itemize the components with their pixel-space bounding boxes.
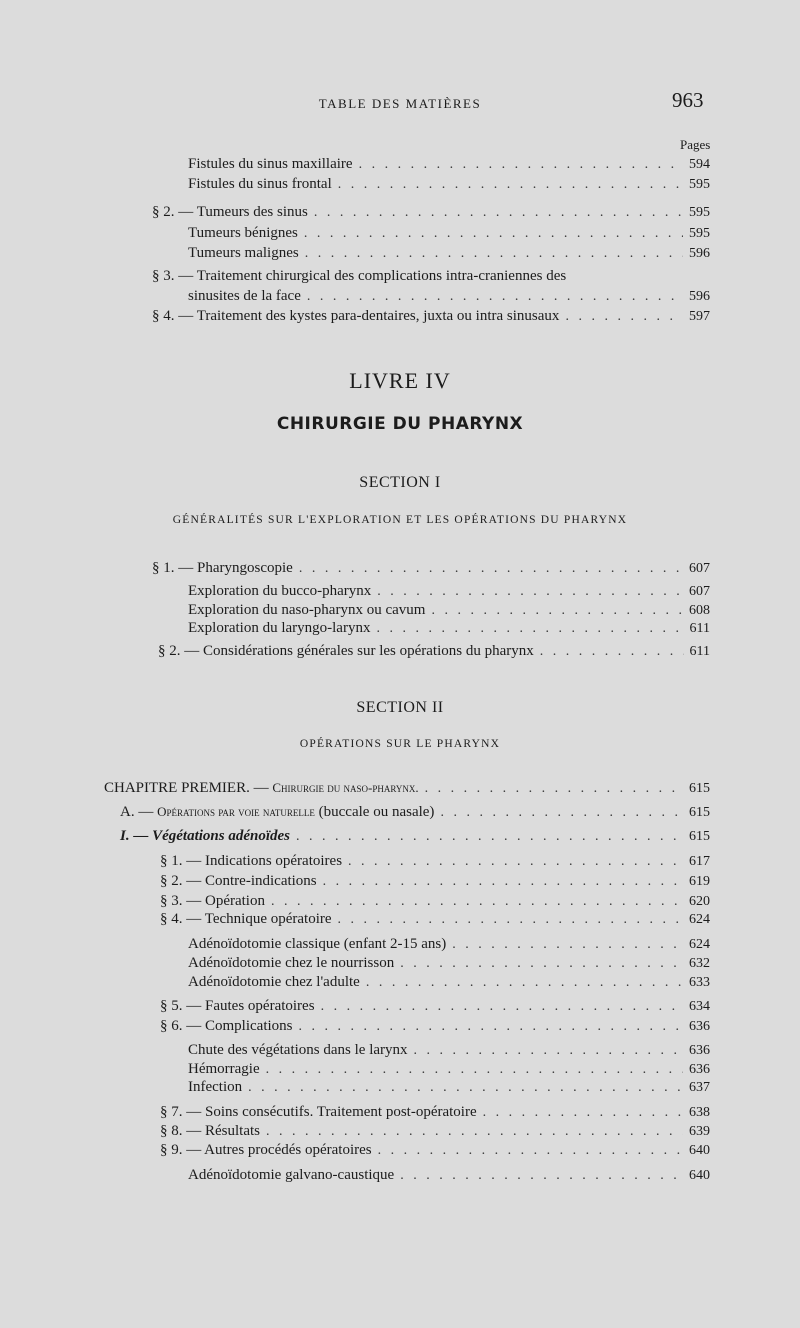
toc-entry-text: § 3. — Traitement chirurgical des complications intra-craniennes des: [152, 268, 567, 284]
toc-entry-text: Tumeurs bénignes: [188, 225, 298, 241]
leader-dots: [338, 175, 683, 194]
book-part-title: CHIRURGIE DU PHARYNX: [276, 414, 524, 434]
toc-entry-text: § 1. — Pharyngoscopie: [152, 560, 293, 576]
toc-entry-text: Adénoïdotomie classique (enfant 2-15 ans): [188, 936, 447, 952]
toc-entry-text: § 6. — Complications: [160, 1018, 293, 1034]
leader-dots: [323, 872, 683, 891]
toc-entry: [160, 1103, 710, 1122]
section-subtitle: OPÉRATIONS SUR LE PHARYNX: [299, 738, 501, 750]
toc-entry-page: 595: [689, 205, 710, 220]
part-entry-text: [120, 802, 434, 822]
toc-entry-text: Tumeurs malignes: [188, 245, 299, 261]
toc-entry-text: § 7. — Soins consécutifs. Traitement post-opératoire: [160, 1104, 477, 1120]
part-label: A. —: [120, 804, 154, 820]
toc-entry: [188, 1166, 710, 1185]
toc-entry-text: § 3. — Opération: [160, 893, 265, 909]
toc-entry-text: § 2. — Considérations générales sur les opérations du pharynx: [158, 643, 534, 659]
toc-entry-page: 639: [689, 1124, 710, 1139]
toc-entry: [160, 1017, 710, 1036]
toc-entry-page: 637: [689, 1080, 710, 1095]
leader-dots: [338, 910, 683, 929]
leader-dots: [400, 1166, 683, 1185]
toc-entry: [188, 287, 710, 306]
section-heading: SECTION I: [359, 474, 441, 491]
toc-entry-text: § 1. — Indications opératoires: [160, 853, 343, 869]
chapter-label: CHAPITRE PREMIER. —: [104, 780, 269, 796]
chapter-entry: [104, 778, 710, 798]
leader-dots: [431, 601, 683, 620]
leader-dots: [304, 224, 683, 243]
leader-dots: [565, 307, 683, 326]
leader-dots: [248, 1078, 683, 1097]
toc-entry-page: 615: [689, 829, 710, 844]
toc-entry: [188, 175, 710, 194]
leader-dots: [296, 827, 683, 846]
leader-dots: [440, 803, 683, 822]
toc-entry: [160, 910, 710, 929]
toc-entry-text: Chute des végétations dans le larynx: [188, 1042, 408, 1058]
toc-entry: [188, 244, 710, 263]
toc-entry-page: 624: [689, 937, 710, 952]
toc-entry: [160, 1122, 710, 1141]
leader-dots: [540, 642, 684, 661]
leader-dots: [266, 1122, 683, 1141]
leader-dots: [400, 954, 683, 973]
toc-entry-text: § 2. — Tumeurs des sinus: [152, 204, 308, 220]
chapter-title: Chirurgie du naso-pharynx.: [272, 780, 419, 795]
leader-dots: [414, 1041, 683, 1060]
leader-dots: [376, 619, 683, 638]
part-title: Opérations par voie naturelle: [157, 804, 315, 819]
toc-entry-page: 611: [689, 644, 710, 659]
leader-dots: [378, 1141, 683, 1160]
part-entry: [120, 802, 710, 822]
toc-entry-text: Fistules du sinus maxillaire: [188, 156, 353, 172]
toc-entry: [188, 155, 710, 174]
toc-entry: [188, 224, 710, 243]
toc-entry-page: 638: [689, 1105, 710, 1120]
toc-entry-page: 640: [689, 1143, 710, 1158]
book-part-heading: LIVRE IV: [349, 368, 451, 393]
toc-entry: [160, 852, 710, 871]
toc-entry: [152, 307, 710, 326]
toc-entry-text: § 4. — Technique opératoire: [160, 911, 332, 927]
toc-entry-text: Adénoïdotomie galvano-caustique: [188, 1167, 395, 1183]
toc-entry-page: 624: [689, 912, 710, 927]
toc-entry-text: Exploration du bucco-pharynx: [188, 583, 372, 599]
toc-entry-text: Adénoïdotomie chez l'adulte: [188, 974, 360, 990]
toc-entry: [152, 203, 710, 222]
leader-dots: [377, 582, 683, 601]
toc-entry-page: 608: [689, 603, 710, 618]
toc-entry-text: § 2. — Contre-indications: [160, 873, 317, 889]
toc-entry-text: Adénoïdotomie chez le nourrisson: [188, 955, 395, 971]
toc-entry-page: 636: [689, 1043, 710, 1058]
toc-entry-page: 640: [689, 1168, 710, 1183]
toc-entry: [188, 1060, 710, 1079]
part-entry-text: I. — Végétations adénoïdes: [120, 828, 291, 844]
toc-entry: [158, 642, 710, 661]
toc-entry: [188, 954, 710, 973]
toc-entry-text: § 5. — Fautes opératoires: [160, 998, 315, 1014]
toc-entry-text: Infection: [188, 1079, 243, 1095]
leader-dots: [314, 203, 683, 222]
toc-entry-page: 597: [689, 309, 710, 324]
pages-column-label: Pages: [680, 137, 711, 152]
toc-entry-page: 594: [689, 157, 710, 172]
toc-entry-page: 633: [689, 975, 710, 990]
toc-entry-page: 632: [689, 956, 710, 971]
toc-entry: [188, 1078, 710, 1097]
toc-entry-page: 636: [689, 1062, 710, 1077]
toc-entry-text: Exploration du naso-pharynx ou cavum: [188, 602, 426, 618]
toc-entry-text: § 8. — Résultats: [160, 1123, 260, 1139]
toc-entry-page: 611: [689, 621, 710, 636]
toc-entry: [160, 997, 710, 1016]
leader-dots: [321, 997, 683, 1016]
page-number: 963: [672, 88, 704, 112]
leader-dots: [299, 1017, 684, 1036]
toc-entry-page: 636: [689, 1019, 710, 1034]
toc-entry: [160, 872, 710, 891]
toc-entry-page: 620: [689, 894, 710, 909]
leader-dots: [366, 973, 683, 992]
leader-dots: [305, 244, 683, 263]
part-title-rest: (buccale ou nasale): [318, 804, 435, 820]
toc-entry-text: § 4. — Traitement des kystes para-dentaires, juxta ou intra sinusaux: [152, 308, 560, 324]
toc-entry-text: Fistules du sinus frontal: [188, 176, 332, 192]
leader-dots: [299, 559, 683, 578]
toc-entry-page: 615: [689, 781, 710, 796]
toc-entry: [160, 892, 710, 911]
toc-entry: [188, 973, 710, 992]
toc-entry-text: § 9. — Autres procédés opératoires: [160, 1142, 372, 1158]
toc-entry: [188, 935, 710, 954]
toc-entry-page: 619: [689, 874, 710, 889]
toc-entry-text: sinusites de la face: [188, 288, 301, 304]
toc-entry: [152, 559, 710, 578]
leader-dots: [452, 935, 683, 954]
toc-entry-page: 617: [689, 854, 710, 869]
toc-entry: [188, 619, 710, 638]
toc-entry: [188, 582, 710, 601]
toc-entry-page: 596: [689, 246, 710, 261]
toc-entry-page: 595: [689, 226, 710, 241]
leader-dots: [483, 1103, 683, 1122]
part-entry: [120, 827, 710, 846]
leader-dots: [307, 287, 683, 306]
leader-dots: [425, 779, 683, 798]
toc-entry: [188, 1041, 710, 1060]
toc-entry: [188, 601, 710, 620]
section-subtitle: GÉNÉRALITÉS SUR L'EXPLORATION ET LES OPÉRATIONS DU PHARYNX: [172, 514, 628, 526]
toc-entry-page: 595: [689, 177, 710, 192]
leader-dots: [266, 1060, 683, 1079]
leader-dots: [359, 155, 683, 174]
toc-entry-page: 607: [689, 584, 710, 599]
toc-entry-page: 634: [689, 999, 710, 1014]
toc-entry-page: 596: [689, 289, 710, 304]
toc-entry-page: 615: [689, 805, 710, 820]
leader-dots: [271, 892, 683, 911]
chapter-entry-text: [104, 778, 419, 798]
toc-entry-text: Hémorragie: [188, 1061, 260, 1077]
section-heading: SECTION II: [356, 699, 444, 716]
toc-entry-text: Exploration du laryngo-larynx: [188, 620, 371, 636]
toc-entry: [160, 1141, 710, 1160]
toc-entry-page: 607: [689, 561, 710, 576]
running-title: TABLE DES MATIÈRES: [318, 96, 482, 111]
leader-dots: [348, 852, 683, 871]
